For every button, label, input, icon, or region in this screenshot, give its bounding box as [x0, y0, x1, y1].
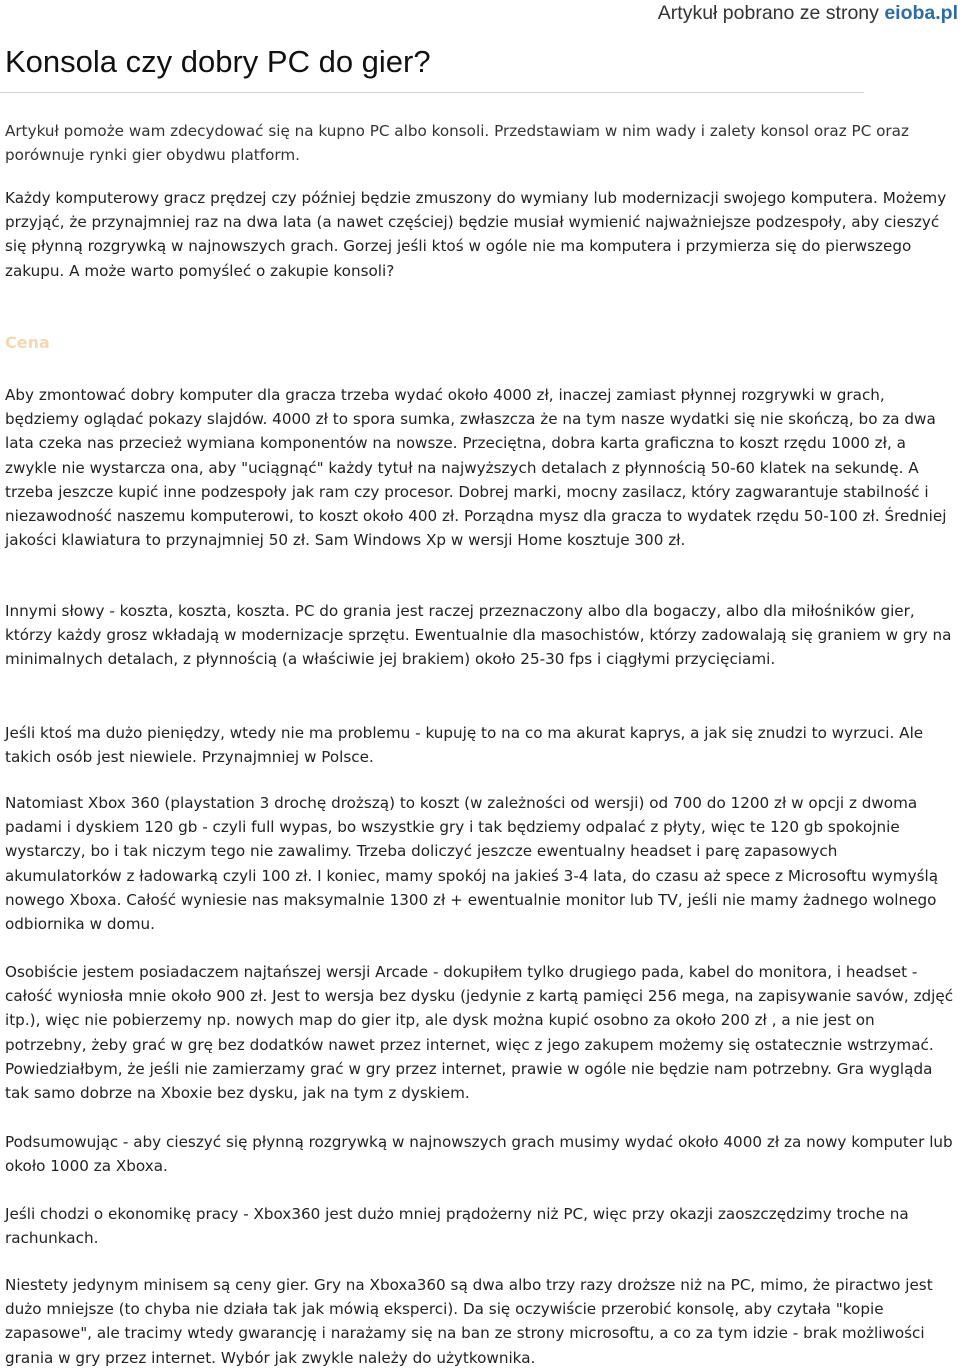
- source-attribution: [658, 2, 958, 25]
- section-heading-cena: Cena: [5, 333, 50, 352]
- article-lead: Artykuł pomoże wam zdecydować się na kupno PC albo konsoli. Przedstawiam w nim wady i zalety konsol oraz PC oraz porównuje rynki gier obydwu platform.: [5, 122, 909, 164]
- paragraph-rich-people: Jeśli ktoś ma dużo pieniędzy, wtedy nie ma problemu - kupuję to na co ma akurat kaprys, a jak się znudzi to wyrzuci. Ale takich osób jest niewiele. Przynajmniej w Polsce.: [5, 724, 924, 767]
- paragraph-xbox-cost: Natomiast Xbox 360 (playstation 3 drochę droższą) to koszt (w zależności od wersji) od 700 do 1200 zł w opcji z dwoma padami i dyskiem 120 gb - czyli full wypas, bo wszystkie gry i tak będziemy odpalać z płyty, więc te 120 gb spokojnie wystarczy, bo i tak niczym tego nie zawalimy. Trzeba doliczyć jeszcze ewentualny headset i parę zapasowych akumulatorków z ładowarką czyli 100 zł. I koniec, mamy spokój na jakieś 3-4 lata, do czasu aż spece z Microsoftu wymyślą nowego Xboxa. Całość wyniesie nas maksymalnie 1300 zł + ewentualnie monitor lub TV, jeśli nie mamy żadnego wolnego odbiornika w domu.: [5, 794, 939, 934]
- paragraph-power-usage: Jeśli chodzi o ekonomikę pracy - Xbox360 jest dużo mniej prądożerny niż PC, więc przy okazji zaoszczędzimy troche na rachunkach.: [5, 1205, 909, 1248]
- title-divider: [0, 92, 864, 93]
- source-site-link[interactable]: eioba.pl: [884, 2, 958, 24]
- paragraph-personal: Osobiście jestem posiadaczem najtańszej wersji Arcade - dokupiłem tylko drugiego pada, kabel do monitora, i headset - całość wyniosła mnie około 900 zł. Jest to wersja bez dysku (jedynie z kartą pamięci 256 mega, na zapisywanie savów, zdjęć itp.), więc nie pobierzemy np. nowych map do gier itp, ale dysk można kupić osobno za około 200 zł , a nie jest on potrzebny, żeby grać w grę bez dodatków nawet przez internet, więc z jego zakupem możemy się ostatecznie wstrzymać. Powiedziałbym, że jeśli nie zamierzamy grać w gry przez internet, prawie w ogóle nie będzie nam potrzebny. Gra wygląda tak samo dobrze na Xboxie bez dysku, jak na tym z dyskiem.: [5, 963, 954, 1103]
- intro-paragraph: Każdy komputerowy gracz prędzej czy później będzie zmuszony do wymiany lub modernizacji swojego komputera. Możemy przyjąć, że przynajmniej raz na dwa lata (a nawet częściej) będzie musiał wymienić najważniejsze podzespoły, aby cieszyć się płynną rozgrywką w najnowszych grach. Gorzej jeśli ktoś w ogóle nie ma komputera i przymierza się do pierwszego zakupu. A może warto pomyśleć o zakupie konsoli?: [5, 189, 947, 280]
- paragraph-cost: Aby zmontować dobry komputer dla gracza trzeba wydać około 4000 zł, inaczej zamiast płynnej rozgrywki w grach, będziemy oglądać pokazy slajdów. 4000 zł to spora sumka, zwłaszcza że na tym nasze wydatki się nie skończą, bo za dwa lata czeka nas przecież wymiana komponentów na nowsze. Przeciętna, dobra karta graficzna to koszt rzędu 1000 zł, a zwykle nie wystarcza ona, aby "uciągnąć" każdy tytuł na najwyższych detalach z płynnością 50-60 klatek na sekundę. A trzeba jeszcze kupić inne podzespoły jak ram czy procesor. Dobrej marki, mocny zasilacz, który zagwarantuje stabilność i niezawodność naszemu komputerowi, to koszt około 400 zł. Porządna mysz dla gracza to wydatek rzędu 50-100 zł. Średniej jakości klawiatura to przynajmniej 50 zł. Sam Windows Xp w wersji Home kosztuje 300 zł.: [5, 386, 947, 550]
- page-title: Konsola czy dobry PC do gier?: [5, 44, 431, 79]
- paragraph-costs-summary: Innymi słowy - koszta, koszta, koszta. PC do grania jest raczej przeznaczony albo dla bogaczy, albo dla miłośników gier, którzy każdy grosz wkładają w modernizacje sprzętu. Ewentualnie dla masochistów, którzy zadowalają się graniem w gry na minimalnych detalach, z płynnością (a właściwie jej brakiem) około 25-30 fps i ciągłymi przycięciami.: [5, 602, 952, 669]
- paragraph-game-prices: Niestety jedynym minisem są ceny gier. Gry na Xboxa360 są dwa albo trzy razy droższe niż na PC, mimo, że piractwo jest dużo mniejsze (to chyba nie działa tak jak mówią eksperci). Da się oczywiście przerobić konsolę, aby czytała "kopie zapasowe", ale tracimy wtedy gwarancję i narażamy się na ban ze strony microsoftu, a co za tym idzie - brak możliwości grania w gry przez internet. Wybór jak zwykle należy do użytkownika.: [5, 1276, 933, 1367]
- article-body: [5, 186, 957, 1367]
- source-attribution-text: Artykuł pobrano ze strony: [657, 2, 885, 24]
- paragraph-summary: Podsumowując - aby cieszyć się płynną rozgrywką w najnowszych grach musimy wydać około 4000 zł za nowy komputer lub około 1000 za Xboxa.: [5, 1133, 953, 1176]
